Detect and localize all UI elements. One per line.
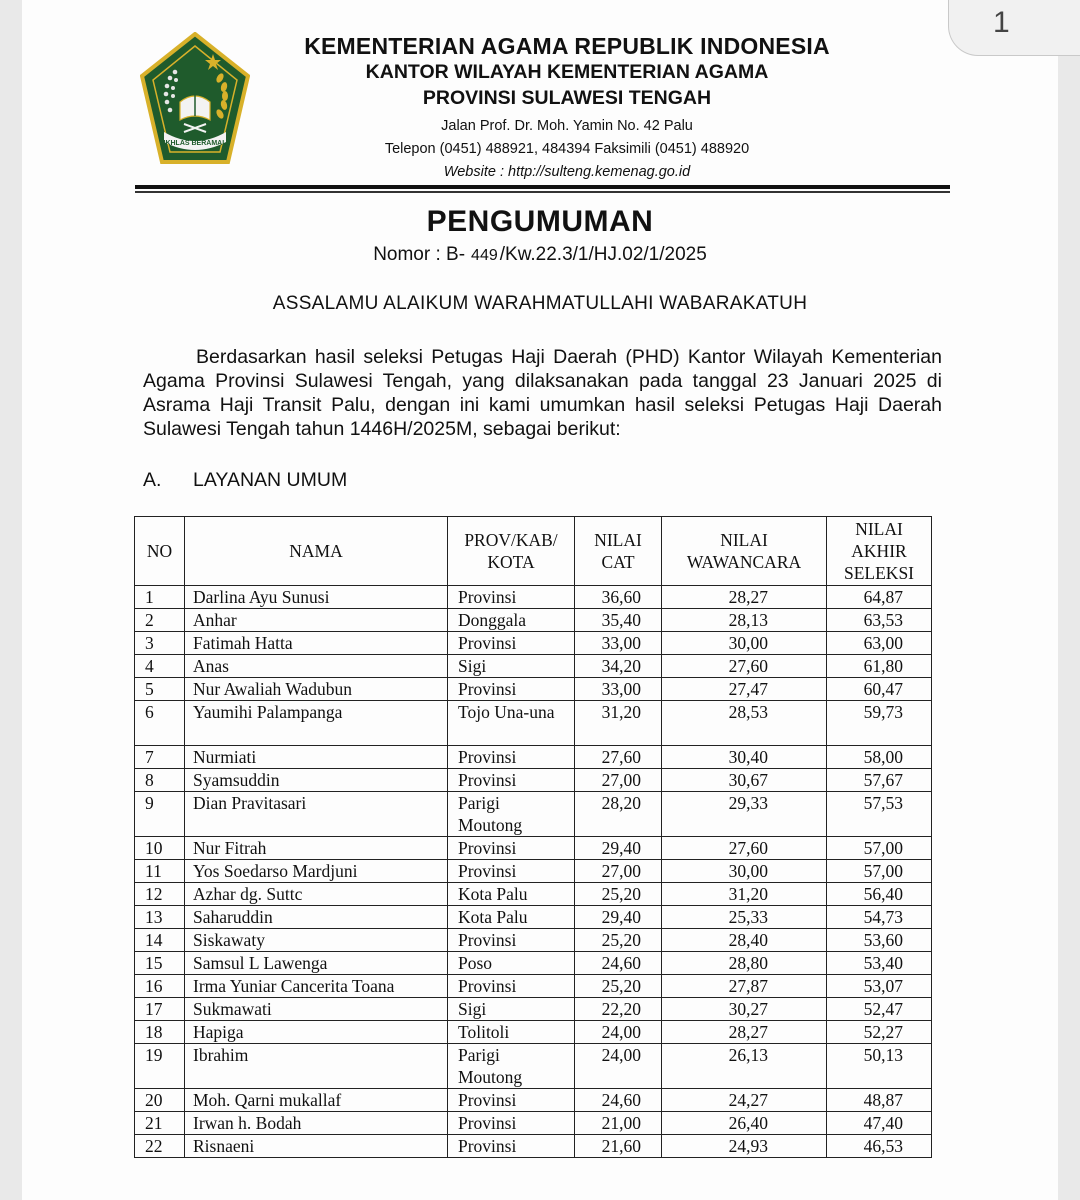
table-row (135, 929, 932, 952)
cell-cat: 29,40 (575, 906, 662, 929)
table-row (135, 792, 932, 837)
cell-no: 9 (135, 792, 185, 837)
table-row (135, 769, 932, 792)
cell-no: 19 (135, 1044, 185, 1089)
cell-akhir: 46,53 (827, 1135, 932, 1158)
cell-cat: 36,60 (575, 586, 662, 609)
cell-prov: Provinsi (448, 632, 575, 655)
table-row (135, 1112, 932, 1135)
letterhead-divider-thin (135, 191, 950, 193)
cell-prov: Parigi Moutong (448, 792, 575, 837)
number-value: 449 (471, 247, 498, 264)
cell-nama: Yaumihi Palampanga (185, 701, 448, 746)
cell-wawancara: 29,33 (662, 792, 827, 837)
cell-cat: 27,60 (575, 746, 662, 769)
document-title: PENGUMUMAN (426, 205, 654, 238)
cell-cat: 25,20 (575, 929, 662, 952)
cell-wawancara: 28,13 (662, 609, 827, 632)
cell-nama: Nur Awaliah Wadubun (185, 678, 448, 701)
table-row (135, 952, 932, 975)
cell-wawancara: 25,33 (662, 906, 827, 929)
cell-wawancara: 30,67 (662, 769, 827, 792)
cell-nama: Siskawaty (185, 929, 448, 952)
cell-akhir: 52,47 (827, 998, 932, 1021)
cell-nama: Anas (185, 655, 448, 678)
cell-nama: Nurmiati (185, 746, 448, 769)
cell-nama: Irwan h. Bodah (185, 1112, 448, 1135)
cell-akhir: 56,40 (827, 883, 932, 906)
cell-no: 22 (135, 1135, 185, 1158)
cell-nama: Anhar (185, 609, 448, 632)
intro-paragraph: Berdasarkan hasil seleksi Petugas Haji Daerah (PHD) Kantor Wilayah Kementerian Agama Provinsi Sulawesi Tengah, yang dilaksanakan pada tanggal 23 Januari 2025 di Asrama Haji Transit Palu, dengan ini kami umumkan hasil seleksi Petugas Haji Daerah Sulawesi Tengah tahun 1446H/2025M, sebagai berikut: (143, 346, 942, 440)
cell-no: 18 (135, 1021, 185, 1044)
table-row (135, 906, 932, 929)
table-row (135, 1021, 932, 1044)
letterhead-divider (135, 185, 950, 189)
cell-wawancara: 27,60 (662, 655, 827, 678)
document-number (0, 244, 1080, 266)
cell-nama: Dian Pravitasari (185, 792, 448, 837)
cell-cat: 22,20 (575, 998, 662, 1021)
cell-no: 15 (135, 952, 185, 975)
table-row (135, 1135, 932, 1158)
table-row (135, 883, 932, 906)
cell-cat: 34,20 (575, 655, 662, 678)
cell-no: 21 (135, 1112, 185, 1135)
cell-akhir: 52,27 (827, 1021, 932, 1044)
table-body (135, 586, 932, 1158)
cell-wawancara: 28,53 (662, 701, 827, 746)
header-cat: NILAI CAT (575, 517, 662, 586)
cell-akhir: 63,53 (827, 609, 932, 632)
cell-akhir: 58,00 (827, 746, 932, 769)
cell-akhir: 64,87 (827, 586, 932, 609)
cell-nama: Moh. Qarni mukallaf (185, 1089, 448, 1112)
cell-wawancara: 30,00 (662, 860, 827, 883)
province-name: PROVINSI SULAWESI TENGAH (422, 87, 712, 109)
cell-nama: Yos Soedarso Mardjuni (185, 860, 448, 883)
cell-nama: Darlina Ayu Sunusi (185, 586, 448, 609)
cell-wawancara: 27,60 (662, 837, 827, 860)
cell-akhir: 53,60 (827, 929, 932, 952)
cell-nama: Saharuddin (185, 906, 448, 929)
cell-wawancara: 28,27 (662, 586, 827, 609)
header-prov: PROV/KAB/ KOTA (448, 517, 575, 586)
letterhead (262, 32, 872, 184)
cell-prov: Provinsi (448, 929, 575, 952)
cell-wawancara: 28,40 (662, 929, 827, 952)
cell-nama: Nur Fitrah (185, 837, 448, 860)
cell-wawancara: 24,27 (662, 1089, 827, 1112)
cell-wawancara: 30,27 (662, 998, 827, 1021)
cell-akhir: 57,67 (827, 769, 932, 792)
cell-cat: 35,40 (575, 609, 662, 632)
cell-cat: 33,00 (575, 632, 662, 655)
section-letter: A. (143, 469, 162, 491)
cell-cat: 24,00 (575, 1044, 662, 1089)
cell-prov: Provinsi (448, 1089, 575, 1112)
cell-no: 17 (135, 998, 185, 1021)
cell-prov: Parigi Moutong (448, 1044, 575, 1089)
cell-no: 20 (135, 1089, 185, 1112)
header-no: NO (135, 517, 185, 586)
cell-cat: 27,00 (575, 860, 662, 883)
cell-akhir: 47,40 (827, 1112, 932, 1135)
cell-no: 16 (135, 975, 185, 998)
cell-wawancara: 27,47 (662, 678, 827, 701)
page-number: 1 (993, 6, 1010, 39)
cell-prov: Sigi (448, 655, 575, 678)
cell-no: 10 (135, 837, 185, 860)
cell-prov: Provinsi (448, 586, 575, 609)
cell-wawancara: 30,40 (662, 746, 827, 769)
logo-motto: IKHLAS BERAMAL (163, 140, 227, 147)
cell-nama: Irma Yuniar Cancerita Toana (185, 975, 448, 998)
table-row (135, 678, 932, 701)
cell-akhir: 54,73 (827, 906, 932, 929)
cell-prov: Kota Palu (448, 883, 575, 906)
table-row (135, 632, 932, 655)
cell-akhir: 48,87 (827, 1089, 932, 1112)
table-row (135, 586, 932, 609)
cell-prov: Donggala (448, 609, 575, 632)
cell-nama: Samsul L Lawenga (185, 952, 448, 975)
table-row (135, 1089, 932, 1112)
cell-akhir: 50,13 (827, 1044, 932, 1089)
cell-akhir: 63,00 (827, 632, 932, 655)
cell-no: 6 (135, 701, 185, 746)
table-row (135, 609, 932, 632)
cell-prov: Provinsi (448, 678, 575, 701)
section-heading (143, 469, 347, 492)
page-number-badge[interactable] (948, 0, 1080, 56)
cell-akhir: 61,80 (827, 655, 932, 678)
cell-wawancara: 28,80 (662, 952, 827, 975)
cell-nama: Hapiga (185, 1021, 448, 1044)
cell-no: 3 (135, 632, 185, 655)
cell-no: 8 (135, 769, 185, 792)
cell-cat: 24,60 (575, 952, 662, 975)
cell-prov: Provinsi (448, 746, 575, 769)
cell-cat: 25,20 (575, 883, 662, 906)
cell-prov: Provinsi (448, 769, 575, 792)
cell-akhir: 57,00 (827, 860, 932, 883)
office-address: Jalan Prof. Dr. Moh. Yamin No. 42 Palu (441, 118, 693, 134)
table-header-row (135, 517, 932, 586)
cell-no: 2 (135, 609, 185, 632)
cell-prov: Provinsi (448, 860, 575, 883)
table-row (135, 701, 932, 746)
cell-no: 5 (135, 678, 185, 701)
table-row (135, 975, 932, 998)
header-akhir: NILAI AKHIR SELEKSI (827, 517, 932, 586)
table-row (135, 655, 932, 678)
cell-cat: 29,40 (575, 837, 662, 860)
cell-prov: Provinsi (448, 1135, 575, 1158)
cell-no: 12 (135, 883, 185, 906)
results-table (134, 516, 932, 1158)
cell-akhir: 57,00 (827, 837, 932, 860)
cell-akhir: 59,73 (827, 701, 932, 746)
cell-prov: Sigi (448, 998, 575, 1021)
cell-wawancara: 27,87 (662, 975, 827, 998)
number-prefix: Nomor : B- (373, 244, 466, 265)
table-row (135, 837, 932, 860)
table-row (135, 860, 932, 883)
table-row (135, 998, 932, 1021)
greeting: ASSALAMU ALAIKUM WARAHMATULLAHI WABARAKATUH (272, 293, 808, 314)
cell-nama: Azhar dg. Suttc (185, 883, 448, 906)
cell-nama: Risnaeni (185, 1135, 448, 1158)
cell-cat: 31,20 (575, 701, 662, 746)
table-row (135, 1044, 932, 1089)
header-nama: NAMA (185, 517, 448, 586)
cell-wawancara: 30,00 (662, 632, 827, 655)
cell-cat: 24,00 (575, 1021, 662, 1044)
cell-akhir: 53,40 (827, 952, 932, 975)
cell-nama: Fatimah Hatta (185, 632, 448, 655)
cell-cat: 33,00 (575, 678, 662, 701)
cell-nama: Sukmawati (185, 998, 448, 1021)
cell-akhir: 53,07 (827, 975, 932, 998)
cell-nama: Syamsuddin (185, 769, 448, 792)
cell-nama: Ibrahim (185, 1044, 448, 1089)
ministry-name: KEMENTERIAN AGAMA REPUBLIK INDONESIA (304, 33, 830, 59)
section-title: LAYANAN UMUM (193, 469, 348, 491)
cell-prov: Tojo Una-una (448, 701, 575, 746)
cell-wawancara: 24,93 (662, 1135, 827, 1158)
cell-akhir: 60,47 (827, 678, 932, 701)
cell-cat: 24,60 (575, 1089, 662, 1112)
cell-prov: Poso (448, 952, 575, 975)
cell-no: 4 (135, 655, 185, 678)
office-website: Website : http://sulteng.kemenag.go.id (443, 164, 691, 180)
cell-no: 1 (135, 586, 185, 609)
cell-no: 11 (135, 860, 185, 883)
cell-prov: Tolitoli (448, 1021, 575, 1044)
cell-no: 14 (135, 929, 185, 952)
cell-prov: Provinsi (448, 975, 575, 998)
kemenag-logo (140, 32, 250, 164)
cell-prov: Provinsi (448, 837, 575, 860)
cell-wawancara: 28,27 (662, 1021, 827, 1044)
number-suffix: /Kw.22.3/1/HJ.02/1/2025 (499, 244, 707, 265)
cell-wawancara: 31,20 (662, 883, 827, 906)
cell-cat: 21,00 (575, 1112, 662, 1135)
cell-cat: 25,20 (575, 975, 662, 998)
cell-cat: 28,20 (575, 792, 662, 837)
cell-cat: 21,60 (575, 1135, 662, 1158)
table-row (135, 746, 932, 769)
cell-no: 13 (135, 906, 185, 929)
office-phone: Telepon (0451) 488921, 484394 Faksimili (0451) 488920 (384, 141, 750, 157)
office-name: KANTOR WILAYAH KEMENTERIAN AGAMA (365, 61, 769, 83)
cell-wawancara: 26,13 (662, 1044, 827, 1089)
cell-no: 7 (135, 746, 185, 769)
cell-prov: Provinsi (448, 1112, 575, 1135)
cell-akhir: 57,53 (827, 792, 932, 837)
cell-prov: Kota Palu (448, 906, 575, 929)
cell-cat: 27,00 (575, 769, 662, 792)
header-wawancara: NILAI WAWANCARA (662, 517, 827, 586)
cell-wawancara: 26,40 (662, 1112, 827, 1135)
